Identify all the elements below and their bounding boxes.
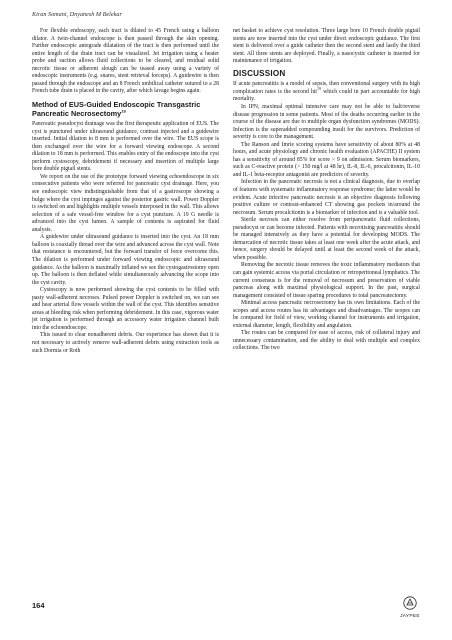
paragraph-text: For flexible endoscopy, each tract is dilated to 45 French using a balloon dilator. A twin-channel endoscope is then passed through the skin opening. Further endoscopic antegrade dilatation of the tract is then performed until the entire length of the drain tract can be visualized. Jet irrigation using a heater probe and suction allows fluid collections to be cleared, and residual solid necrotic tissue or adherent slough can be teased away using a variety of endoscopic instruments (e.g. snares, stent retrieval forceps). A guidewire is then passed through the endoscope and an 8 French umbilical catheter sutured to a 28 French tube drain is placed in the cavity, after which lavage begins again. <box>32 28 219 95</box>
paragraph-text: Sterile necrosis can either resolve from peripancreatic fluid collections, pseudocyst or can become infected. Patients with necrotising pancreatitis should be managed intensively as they have a potential for developing MODS. The demarcation of necrotic tissue takes at least one week after the acute attack, and hence, surgery should be delayed until at least the second week of the attack, when possible. <box>233 217 420 261</box>
paragraph-text: The routes can be compared for ease of access, risk of collateral injury and unnecessary contamination, and the ability to deal with multiple and complex collections. The two <box>233 330 420 352</box>
section-heading <box>32 101 219 118</box>
body-paragraph <box>32 121 219 174</box>
publisher-emblem-icon <box>403 596 417 610</box>
body-paragraph <box>233 300 420 330</box>
section-heading-text: Method of EUS-Guided Endoscopic Transgastric Pancreatic Necrosectomy <box>32 99 201 118</box>
body-paragraph <box>233 104 420 142</box>
paragraph-text: This issued to clear nonadherent debris. Our experience has shown that it is not necessary to actively remove wall-adherent debris using extraction tools as such Dormia or Roth <box>32 332 219 354</box>
citation-superscript: 18 <box>121 108 126 114</box>
body-paragraph <box>32 287 219 332</box>
paragraph-text: Cystoscopy is now performed showing the cyst contents to be filled with pasty wall-adherent necroses. Pulsed power Doppler is switched on, we can see and hear arterial flow vessels within the wall of the cyst. This identifies sensitive areas at bleeding risk when performing debridement. In this case, vigorous water jet irrigation is performed through an accessory water irrigation channel built into the echoendoscope. <box>32 287 219 331</box>
body-paragraph <box>233 81 420 104</box>
body-paragraph <box>32 234 219 287</box>
body-paragraph <box>233 179 420 217</box>
paragraph-text-continued: which could in part accountable for high mortality. <box>233 88 420 103</box>
paragraph-text: Infection in the pancreatic necrosis is not a clinical diagnosis, due to overlap of features with systematic inflammatory response syndrome; the latter would be evident. Acute infective pancreatic necrosis is an objective diagnosis following positive culture or contrast-enhanced CT showing gas pockets in/around the necrosum. Serum procalcitonin is a biomarker of infection and is a valuable tool. <box>233 179 420 216</box>
body-paragraph <box>233 330 420 353</box>
paragraph-text: The Ranson and Imrie scoring systems have sensitivity of about 80% at 48 hours, and acute physiology and chronic health evaluation (APACHE) II system has a sensitivity of around 85% for score > 9 on admission. Serum biomarkers, such as C-reactive protein (> 150 mg/l at 48 hr), IL-8, IL-6, procalcitonin, IL-10 and IL-1 beta-receptor antagonist are predictors of severity. <box>233 141 420 178</box>
body-paragraph <box>32 28 219 96</box>
body-paragraph <box>233 142 420 180</box>
body-paragraph <box>233 217 420 262</box>
publisher-logo <box>397 596 423 619</box>
left-column <box>32 28 219 355</box>
publisher-logo-text: JAYPEE <box>400 614 420 619</box>
citation-superscript: 19 <box>317 85 322 91</box>
paragraph-text: If acute pancreatitis is a model of sepsis, then conventional surgery with its high complication rates is the second hit <box>233 81 420 95</box>
body-paragraph <box>32 332 219 355</box>
body-paragraph <box>32 174 219 234</box>
right-column <box>233 28 420 353</box>
paragraph-text: Minimal access pancreatic necrosectomy has its own limitations. Each of the scopes and access routes has its advantages and disadvantages. The scopes can be compared for field of view, working channel for instruments and irrigation, external diameter, length, flexibility and angulation. <box>233 300 420 329</box>
paragraph-text: Pancreatic pseudocyst drainage was the first therapeutic application of EUS. The cyst is punctured under ultrasound guidance, contrast injected and a guidewire inserted. Initial dilation to 8 mm is performed over the wire. The EUS scope is then exchanged over the wire for a forward viewing endoscope. A second dilation to 18 mm is performed. This enables entry of the endoscope into the cyst perform cystoscopy, debridement if necessary and insertion of multiple large bore double pigtail stents. <box>32 121 219 173</box>
page-number: 164 <box>32 601 45 610</box>
body-paragraph <box>233 28 420 66</box>
body-paragraph <box>233 262 420 300</box>
section-heading-text: DISCUSSION <box>233 68 286 78</box>
paragraph-text: In IPN, maximal optimal intensive care may not be able to halt/reverse disease progression in some patients. Most of the deaths occurring earlier in the course of the disease are due to multiple organ dysfunction syndromes (MODS). Infection is the superadded compounding insult for the survivors. Prediction of severity is core to the management. <box>233 103 420 141</box>
section-heading <box>233 70 420 79</box>
running-head: Kiran Somani, Dnyanesh M Belekar <box>32 11 122 18</box>
paragraph-text: A guidewire under ultrasound guidance is inserted into the cyst. An 18 mm balloon is coaxially thread over the wire and advanced across the cyst wall. Note that resistance is encountered, but the forward transfer of force overcome this. The dilation is performed under forward viewing endoscopic and ultrasound guidance. As the balloon is maximally inflated we see the cystogastrostomy open up. The balloon is then deflated while simultaneously advancing the scope into the cyst cavity. <box>32 234 219 286</box>
paragraph-text: Removing the necrotic tissue removes the toxic inflammatory mediators that can gain systemic access via portal circulation or retroperitoneal lymphatics. The current consensus is for the removal of necrosum and preservation of viable pancreas along with maximal physiological support. In the past, surgical management consisted of tissue sparing procedures to total pancreatectomy. <box>233 262 420 299</box>
paragraph-text: net basket to achieve cyst resolution. Three large bore 10 French double pigtail stents are now inserted into the cyst under direct endoscopic guidance. The first stent is delivered over a guide catheter then the second stent and lastly the third stent. All three stents are deployed. Finally, a nasocystic catheter is inserted for maintenance of irrigation. <box>233 28 420 65</box>
paragraph-text: We report on the use of the prototype forward viewing echoendoscope in six consecutive patients who were referred for pancreatic cyst drainage. Here, you see endoscopic view indistinguishable from that of a gastroscope showing a bulge where the cyst impinges against the posterior gastric wall. Power Doppler is switched on and highlights multiple vessels interposed in the wall. This allows selection of a safe vessel-free window for a cyst puncture. A 19 G needle is advanced into the cyst lumen. A sample of contents is aspirated for fluid analysis. <box>32 173 219 233</box>
